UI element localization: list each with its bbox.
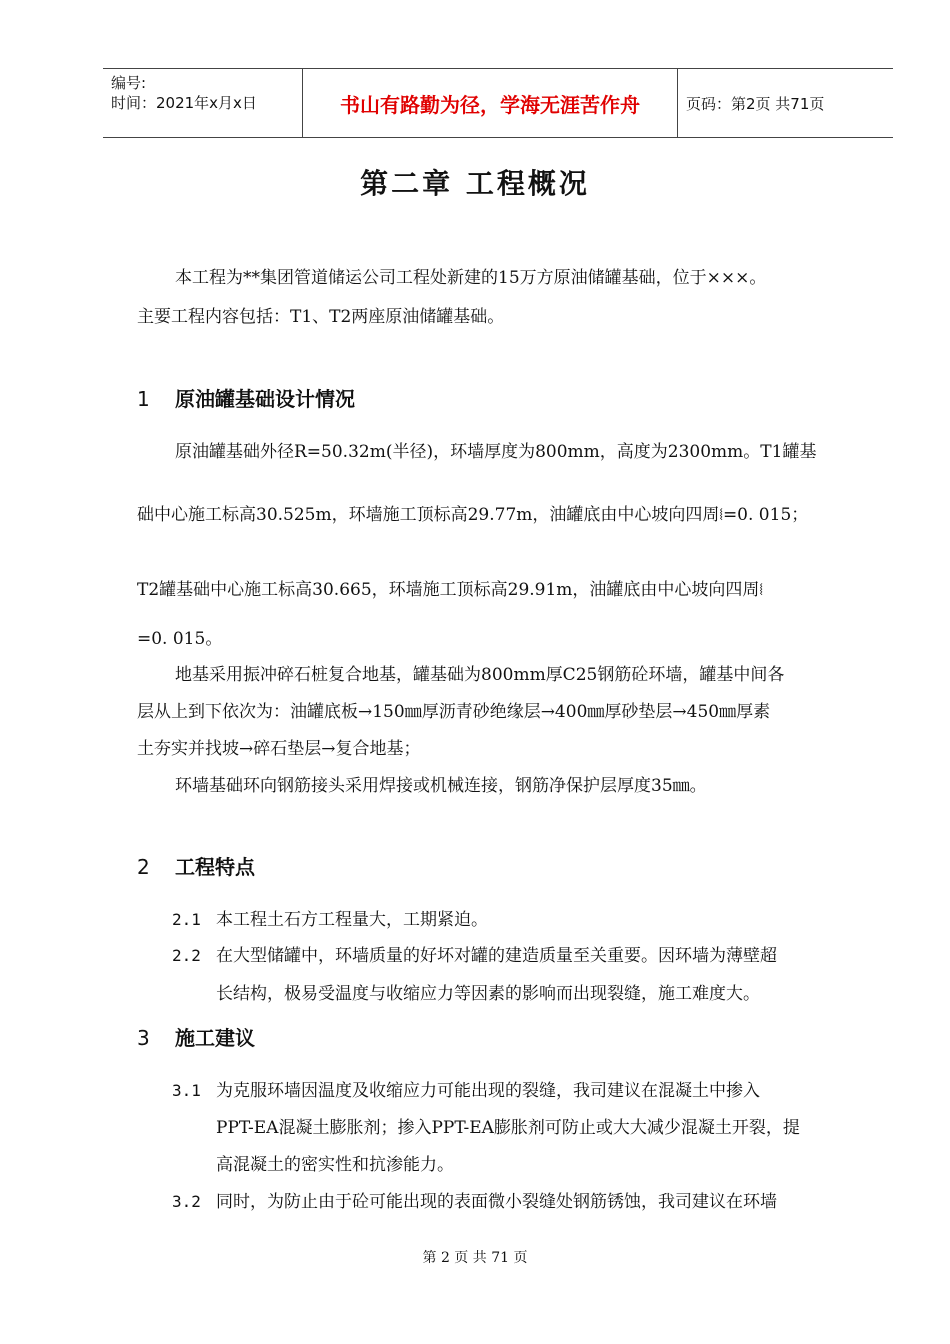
header-motto: 书山有路勤为径，学海无涯苦作舟 [303, 69, 678, 137]
intro-line-1: 本工程为**集团管道储运公司工程处新建的15万方原油储罐基础，位于×××。 [175, 268, 767, 288]
section-heading-3 [137, 1022, 255, 1051]
section-number: 3 [137, 1026, 150, 1050]
item-text-continued: PPT-EA混凝土膨胀剂；掺入PPT-EA膨胀剂可防止或大大减少混凝土开裂，提 [216, 1118, 800, 1138]
section-title: 工程特点 [175, 855, 255, 879]
paragraph-line: 地基采用振冲碎石桩复合地基，罐基础为800mm厚C25钢筋砼环墙，罐基中间各 [175, 665, 785, 685]
chapter-title: 第二章 工程概况 [360, 167, 590, 200]
item-number: 2.1 [172, 910, 201, 929]
section-number: 2 [137, 855, 150, 879]
item-number: 3.2 [172, 1192, 201, 1211]
header-meta [103, 69, 303, 137]
paragraph-line: 环墙基础环向钢筋接头采用焊接或机械连接，钢筋净保护层厚度35㎜。 [175, 776, 707, 796]
number-label: 编号: [111, 74, 147, 92]
time-label: 时间：2021年x月x日 [111, 94, 257, 112]
list-item [172, 1076, 760, 1101]
item-number: 2.2 [172, 946, 201, 965]
section-heading-2 [137, 851, 255, 880]
item-text: 为克服环墙因温度及收缩应力可能出现的裂缝，我司建议在混凝土中掺入 [216, 1081, 760, 1101]
paragraph-line: 层从上到下依次为：油罐底板→150㎜厚沥青砂绝缘层→400㎜厚砂垫层→450㎜厚素 [137, 702, 771, 722]
page-header [103, 68, 893, 138]
item-text: 同时，为防止由于砼可能出现的表面微小裂缝处钢筋锈蚀，我司建议在环墙 [216, 1192, 777, 1212]
header-page-info: 页码：第2页 共71页 [686, 94, 825, 113]
section-title: 原油罐基础设计情况 [175, 387, 355, 411]
item-number: 3.1 [172, 1081, 201, 1100]
item-text-continued: 高混凝土的密实性和抗渗能力。 [216, 1155, 454, 1175]
item-text-continued: 长结构，极易受温度与收缩应力等因素的影响而出现裂缝，施工难度大。 [216, 984, 760, 1004]
paragraph-line: 原油罐基础外径R=50.32m(半径)，环墙厚度为800mm，高度为2300mm。T1罐基 [175, 442, 817, 462]
item-text: 本工程土石方工程量大，工期紧迫。 [216, 910, 488, 930]
paragraph-line: T2罐基础中心施工标高30.665，环墙施工顶标高29.91m，油罐底由中心坡向四周⧙ [137, 580, 763, 600]
item-text: 在大型储罐中，环墙质量的好坏对罐的建造质量至关重要。因环墙为薄壁超 [216, 946, 777, 966]
section-number: 1 [137, 387, 150, 411]
paragraph-line: 础中心施工标高30.525m，环墙施工顶标高29.77m，油罐底由中心坡向四周⧙=0. 015； [137, 505, 809, 525]
section-title: 施工建议 [175, 1026, 255, 1050]
paragraph-line: 土夯实并找坡→碎石垫层→复合地基； [137, 739, 421, 759]
list-item [172, 905, 488, 930]
list-item [172, 1187, 777, 1212]
intro-line-2: 主要工程内容包括：T1、T2两座原油储罐基础。 [137, 307, 505, 327]
section-heading-1 [137, 383, 355, 412]
page-footer: 第 2 页 共 71 页 [422, 1250, 528, 1266]
list-item [172, 941, 777, 966]
paragraph-line: =0. 015。 [137, 629, 223, 649]
